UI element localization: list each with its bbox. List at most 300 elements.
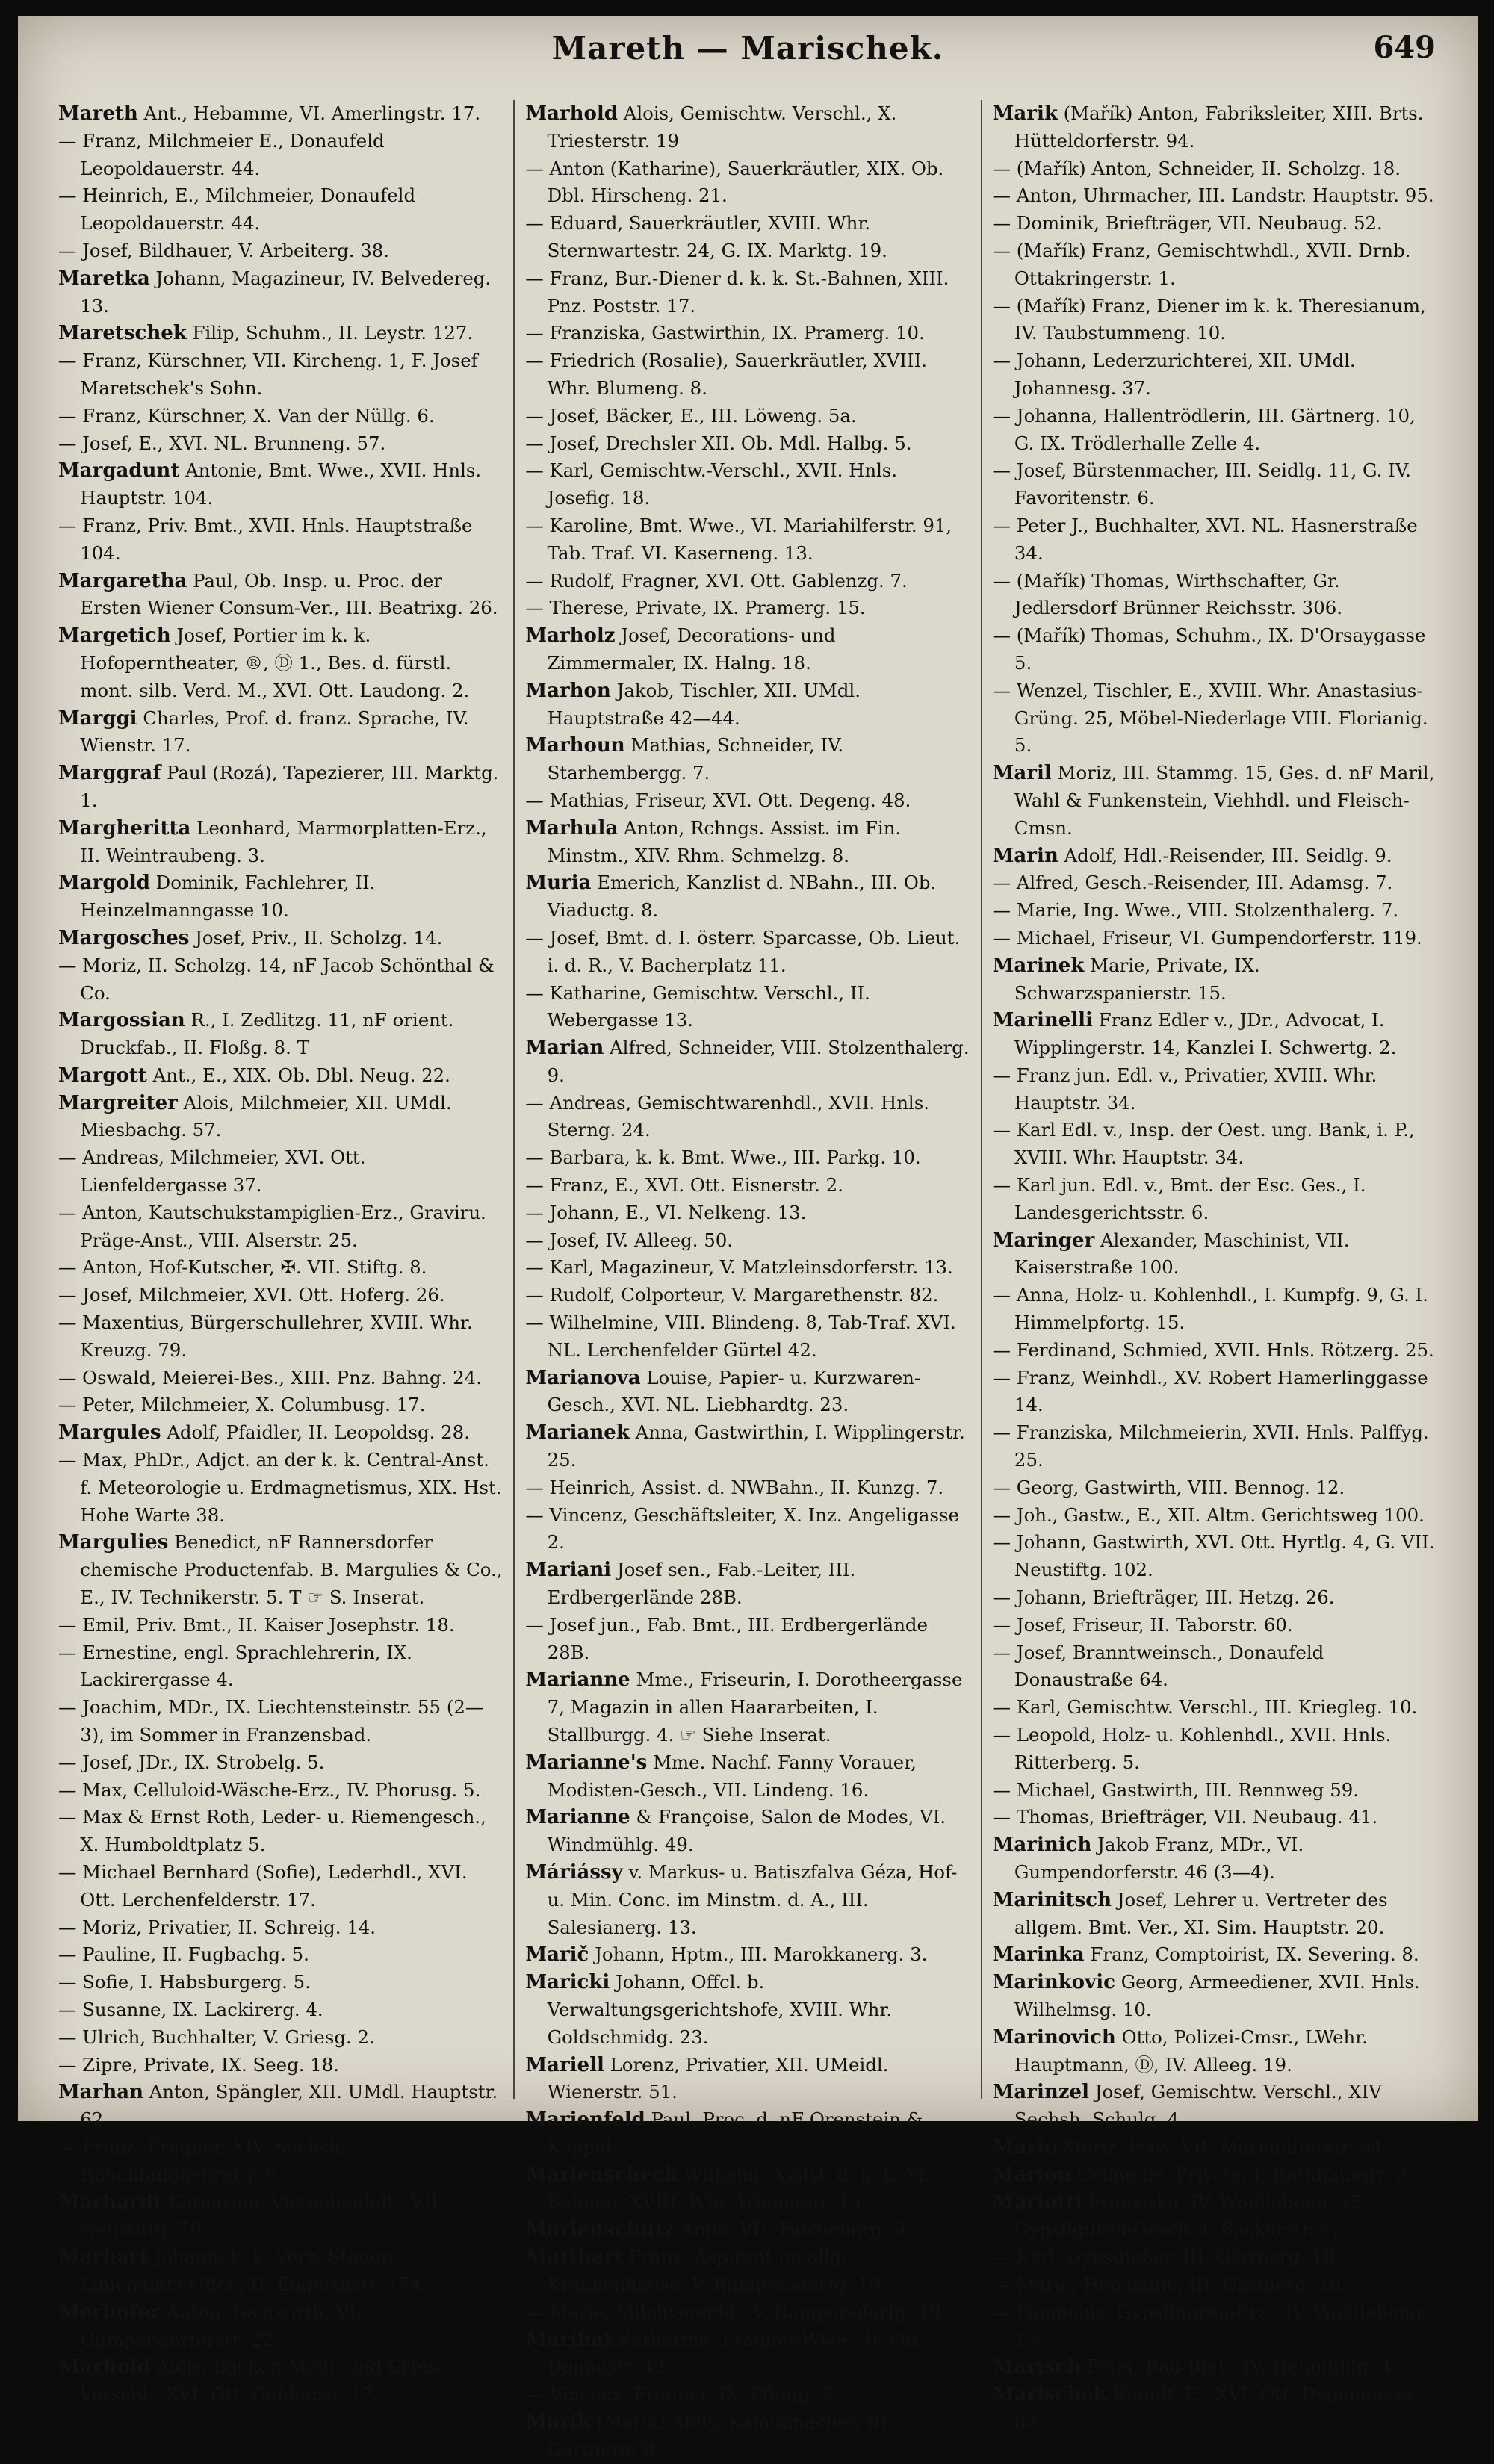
directory-entry xyxy=(58,403,503,430)
directory-entry xyxy=(993,1282,1437,1337)
directory-entry xyxy=(525,430,970,458)
entry-details: — Josef, Drechsler XII. Ob. Mdl. Halbg. 5. xyxy=(525,432,912,454)
directory-entry xyxy=(525,980,970,1035)
directory-entry xyxy=(993,1117,1437,1172)
directory-entry xyxy=(525,677,970,733)
entry-details: Anna, Gastwirthin, I. Wipplingerstr. 25. xyxy=(547,1421,965,1471)
entry-surname: Muria xyxy=(525,872,592,895)
entry-details: — Franz jun. Edl. v., Privatier, XVIII. Whr. Hauptstr. 34. xyxy=(992,1064,1377,1114)
directory-entry xyxy=(993,347,1437,403)
entry-surname: Marinek xyxy=(992,954,1085,977)
entry-details: — Rudolf, Fragner, XVI. Ott. Gablenzg. 7. xyxy=(525,569,908,592)
directory-entry xyxy=(58,100,503,128)
directory-entry xyxy=(58,1529,503,1611)
directory-entry xyxy=(58,1090,503,1145)
directory-page xyxy=(18,16,1478,2460)
entry-details: — Michael, Friseur, VI. Gumpendorferstr. 119. xyxy=(992,926,1422,949)
entry-details: — Georg, Gastwirth, VIII. Bennog. 12. xyxy=(992,1476,1345,1498)
entry-details: v. Markus- u. Batiszfalva Géza, Hof- u. Min. Conc. im Minstm. d. A., III. Salesianerg. 13. xyxy=(547,1861,958,1938)
directory-entry xyxy=(525,595,970,622)
entry-details: — Vincenz, Fragner, IX. Pflugg. 3. xyxy=(525,2383,839,2406)
entry-details: — Peter, Milchmeier, X. Columbusg. 17. xyxy=(58,1394,426,1416)
entry-details: Rudolf, E., XVI. Ott. Degengasse 82. xyxy=(1014,2383,1413,2433)
entry-details: (Mařík) Alois, Kammmacher, III. Gärtnerg. 8. xyxy=(547,2410,894,2460)
entry-details: — Franz, Kürschner, VII. Kircheng. 1, F. Josef Maretschek's Sohn. xyxy=(58,350,478,399)
directory-entry xyxy=(525,568,970,595)
entry-details: — Ulrich, Buchhalter, V. Griesg. 2. xyxy=(58,2026,375,2048)
directory-entry xyxy=(993,1502,1437,1530)
entry-surname: Marisch xyxy=(992,2356,1082,2379)
entry-details: — Sofie, I. Habsburgerg. 5. xyxy=(58,1971,311,1993)
directory-entry xyxy=(525,1200,970,1227)
entry-details: Alexander, Maschinist, VII. Kaiserstraße 100. xyxy=(1014,1229,1350,1279)
entry-surname: Maringer xyxy=(992,1229,1095,1252)
entry-surname: Marion xyxy=(992,2163,1072,2186)
directory-entry xyxy=(58,2353,503,2409)
entry-details: — (Mařík) Thomas, Wirthschafter, Gr. Jedlersdorf Brünner Reichsstr. 306. xyxy=(992,569,1343,619)
entry-details: Paul (Rozá), Tapezierer, III. Marktg. 1. xyxy=(80,762,499,811)
directory-entry xyxy=(525,2106,970,2162)
directory-entry xyxy=(993,238,1437,293)
directory-entry xyxy=(58,952,503,1008)
directory-entry xyxy=(525,2327,970,2382)
directory-entry xyxy=(58,512,503,568)
entry-details: Johann, Offcl. b. Verwaltungsgerichtshofe, XVIII. Whr. Goldschmidg. 23. xyxy=(547,1971,893,2048)
directory-entry xyxy=(993,1887,1437,1942)
directory-entry xyxy=(525,2409,970,2464)
directory-column-1 xyxy=(48,100,513,2406)
entry-details: — Anna, Holz- u. Kohlenhdl., I. Kumpfg. 9, G. I. Himmelpfortg. 15. xyxy=(992,1284,1428,1334)
directory-entry xyxy=(525,347,970,403)
entry-surname: Marischek xyxy=(992,2383,1107,2406)
directory-entry xyxy=(58,1365,503,1392)
entry-details: — Moriz, Privatier, II. Schreig. 14. xyxy=(58,1916,376,1938)
directory-entry xyxy=(993,1062,1437,1117)
entry-details: — Karl, Gemischtw.-Verschl., XVII. Hnls. Josefig. 18. xyxy=(525,459,898,509)
entry-details: — Karl, Gemischtw. Verschl., III. Kriegleg. 10. xyxy=(992,1696,1418,1719)
entry-details: Charles, Prof. d. franz. Sprache, IV. Wienstr. 17. xyxy=(80,707,469,757)
entry-details: Josef, Portier im k. k. Hofoperntheater, ®, Ⓓ 1., Bes. d. fürstl. mont. silb. Verd. M., XVI. Ott. Laudong. 2. xyxy=(80,624,470,701)
entry-details: — Anton, Hof-Kutscher, ✠. VII. Stiftg. 8. xyxy=(58,1256,427,1279)
entry-details: — Michael Bernhard (Sofie), Lederhdl., XVI. Ott. Lerchenfelderstr. 17. xyxy=(58,1861,468,1911)
directory-entry xyxy=(58,1282,503,1309)
directory-entry xyxy=(525,457,970,512)
entry-surname: Margetich xyxy=(58,624,171,648)
entry-surname: Margheritta xyxy=(58,816,191,840)
entry-details: Alfred, Schneider, VIII. Stolzenthalerg. 9. xyxy=(547,1037,970,1086)
entry-details: Franz Edler v., JDr., Advocat, I. Wipplingerstr. 14, Kanzlei I. Schwertg. 2. xyxy=(1014,1009,1397,1059)
entry-details: — Mathias, Friseur, XVI. Ott. Degeng. 48. xyxy=(525,789,911,811)
entry-details: Adolf, Hdl.-Reisender, III. Seidlg. 9. xyxy=(1058,844,1392,866)
entry-details: — Emil, Priv. Bmt., II. Kaiser Josephstr. 18. xyxy=(58,1613,455,1636)
directory-entry xyxy=(58,568,503,623)
entry-details: — (Mařík) Franz, Diener im k. k. Theresianum, IV. Taubstummeng. 10. xyxy=(992,294,1426,344)
entry-details: — Thomas, Briefträger, VII. Neubaug. 41. xyxy=(992,1806,1378,1828)
entry-surname: Marinitsch xyxy=(992,1888,1112,1911)
directory-entry xyxy=(993,100,1437,155)
directory-entry xyxy=(993,677,1437,760)
directory-entry xyxy=(525,1144,970,1172)
entry-details: Paul, Ob. Insp. u. Proc. der Ersten Wiener Consum-Ver., III. Beatrixg. 26. xyxy=(80,569,498,619)
entry-details: Josef, Lehrer u. Vertreter des allgem. Bmt. Ver., XI. Sim. Hauptstr. 20. xyxy=(1014,1888,1388,1938)
entry-details: Filip, Schuhm., II. Leystr. 127. xyxy=(186,322,474,344)
entry-details: Leonhard, Marmorplatten-Erz., II. Weintraubeng. 3. xyxy=(80,816,487,866)
entry-details: — Franz, Bur.-Diener d. k. k. St.-Bahnen, XIII. Pnz. Poststr. 17. xyxy=(525,267,949,317)
entry-details: — Franz, E., XVI. Ott. Eisnerstr. 2. xyxy=(525,1174,843,1197)
entry-details: Mme., Friseurin, I. Dorotheergasse 7, Magazin in allen Haararbeiten, I. Stallburgg. 4. ☞ Siehe Inserat. xyxy=(547,1669,963,1746)
directory-entry xyxy=(525,1941,970,1969)
entry-details: Johann, k. k. Verz.-Steuer-Linienamts-Offcl., II. Engerthstr. 174. xyxy=(80,2246,427,2295)
entry-details: — Friedrich (Rosalie), Sauerkräutler, XVIII. Whr. Blumeng. 8. xyxy=(525,350,928,399)
directory-entry xyxy=(993,925,1437,952)
entry-surname: Margott xyxy=(58,1064,147,1087)
entry-details: — Max & Ernst Roth, Leder- u. Riemengesch., X. Humboldtplatz 5. xyxy=(58,1806,486,1856)
entry-details: — Franz, Priv. Bmt., XVII. Hnls. Hauptstraße 104. xyxy=(58,514,473,564)
entry-details: Wilhelm, Assist. d. k. k. St.-Bahnen, XVIII. Whr. Wienerstr. 13. xyxy=(547,2163,937,2213)
directory-entry xyxy=(525,512,970,568)
directory-entry xyxy=(525,2244,970,2299)
directory-entry xyxy=(525,1969,970,2051)
directory-entry xyxy=(525,1090,970,1145)
directory-entry xyxy=(525,1804,970,1859)
entry-details: — (Mařík) Anton, Schneider, II. Scholzg. 18. xyxy=(992,157,1401,179)
entry-details: — Heinrich, Assist. d. NWBahn., II. Kunzg. 7. xyxy=(525,1476,944,1498)
entry-details: Franziska, IV. Wohllebeng. 15, Gypsfiguren-Gesch. I. Bäckerstr. 4. xyxy=(1014,2191,1369,2241)
entry-details: Peter, Bau-Bmt., IV. Heumühlg. 4. xyxy=(1081,2356,1398,2378)
directory-entry xyxy=(58,1639,503,1695)
entry-surname: Marinovich xyxy=(992,2026,1116,2049)
entry-details: — Marie, Hebamme, III. Gärtnerg. 18. xyxy=(992,2273,1348,2295)
directory-entry xyxy=(525,1227,970,1255)
entry-surname: Marianne xyxy=(525,1806,630,1829)
entry-surname: Marianne xyxy=(525,1669,630,1692)
entry-details: — Anton (Katharine), Sauerkräutler, XIX. Ob. Dbl. Hirscheng. 21. xyxy=(525,157,944,207)
entry-details: — Johann, E., VI. Nelkeng. 13. xyxy=(525,1201,807,1223)
directory-entry xyxy=(525,1282,970,1309)
entry-details: Ant., Hebamme, VI. Amerlingstr. 17. xyxy=(137,102,481,124)
entry-details: Alois, Gemischtw. Verschl., X. Triesterstr. 19 xyxy=(547,102,897,152)
entry-details: — Karl jun. Edl. v., Bmt. der Esc. Ges., I. Landesgerichtsstr. 6. xyxy=(992,1174,1366,1223)
directory-entry xyxy=(525,265,970,320)
directory-entry xyxy=(525,1474,970,1502)
directory-entry xyxy=(525,869,970,925)
entry-surname: Marinka xyxy=(992,1943,1085,1967)
entry-details: — Oswald, Meierei-Bes., XIII. Pnz. Bahng. 24. xyxy=(58,1366,482,1388)
entry-details: Louise, Papier- u. Kurzwaren-Gesch., XVI. NL. Liebhardtg. 23. xyxy=(547,1366,921,1416)
entry-details: — Rudolf, Colporteur, V. Margarethenstr. 82. xyxy=(525,1284,939,1306)
directory-entry xyxy=(58,2299,503,2354)
entry-details: — Michael, Gastwirth, III. Rennweg 59. xyxy=(992,1778,1360,1801)
entry-details: — Karoline, Bmt. Wwe., VI. Mariahilferstr. 91, Tab. Traf. VI. Kaserneng. 13. xyxy=(525,514,952,564)
entry-details: Dominik, Fachlehrer, II. Heinzelmanngasse 10. xyxy=(80,872,376,922)
entry-details: — Franz, Fragner, XIV. Sechsh. Rauchfangkehrerg. 6. xyxy=(58,2135,347,2185)
directory-entry xyxy=(993,1474,1437,1502)
directory-entry xyxy=(993,1172,1437,1227)
entry-details: Jakob Franz, MDr., VI. Gumpendorferstr. 46 (3—4). xyxy=(1014,1834,1304,1883)
entry-details: — Franziska, Milchmeierin, XVII. Hnls. Palffyg. 25. xyxy=(992,1421,1429,1471)
entry-surname: Marinich xyxy=(992,1834,1092,1857)
entry-surname: Marin xyxy=(992,844,1058,867)
entry-details: — Franz, Kürschner, X. Van der Nüllg. 6. xyxy=(58,404,435,426)
directory-entry xyxy=(58,238,503,265)
entry-surname: Margosches xyxy=(58,926,190,949)
entry-details: Josef, Priv., II. Scholzg. 14. xyxy=(189,926,443,949)
entry-surname: Marič xyxy=(525,1943,589,1967)
entry-details: Katharine, Fragner-Wwe., II. Ob. Donaustr. 43. xyxy=(547,2328,923,2378)
directory-entry xyxy=(58,925,503,952)
entry-details: — Marie, Milchverschl., V. Rampersdorfg. 19. xyxy=(525,2300,947,2323)
entry-surname: Margadunt xyxy=(58,459,180,482)
directory-entry xyxy=(58,705,503,760)
entry-surname: Maretka xyxy=(58,267,150,290)
directory-entry xyxy=(993,1694,1437,1722)
directory-entry xyxy=(58,1694,503,1749)
directory-entry xyxy=(525,320,970,347)
entry-details: Moriz, III. Stammg. 15, Ges. d. nF Maril, Wahl & Funkenstein, Viehhdl. und Fleisch-Cmsn. xyxy=(1014,762,1435,839)
directory-entry xyxy=(58,128,503,183)
directory-entry xyxy=(993,2134,1437,2162)
entry-details: — Josef, Milchmeier, XVI. Ott. Hoferg. 26. xyxy=(58,1284,445,1306)
entry-details: Ant., E., XIX. Ob. Dbl. Neug. 22. xyxy=(146,1064,450,1086)
directory-entry xyxy=(525,815,970,870)
entry-details: — Josef jun., Fab. Bmt., III. Erdbergerlände 28B. xyxy=(525,1613,928,1663)
directory-entry xyxy=(993,1804,1437,1831)
entry-details: — Zipre, Private, IX. Seeg. 18. xyxy=(58,2053,340,2076)
entry-surname: Maretschek xyxy=(58,322,187,345)
entry-surname: Marienscheck xyxy=(525,2163,678,2186)
directory-entry xyxy=(993,2353,1437,2381)
directory-entry xyxy=(525,925,970,980)
directory-entry xyxy=(993,1007,1437,1062)
page-header xyxy=(18,30,1478,82)
entry-surname: Marinkovic xyxy=(992,1971,1115,1994)
page-number: 649 xyxy=(1373,30,1436,65)
directory-entry xyxy=(58,760,503,815)
directory-entry xyxy=(58,1007,503,1062)
directory-entry xyxy=(58,1254,503,1282)
entry-surname: Marianne's xyxy=(525,1751,648,1774)
entry-details: Josef, Gemischtw. Verschl., XIV Sechsh. Schulg. 4. xyxy=(1014,2081,1382,2131)
directory-entry xyxy=(993,1337,1437,1365)
entry-surname: Marian xyxy=(525,1037,604,1060)
directory-entry xyxy=(993,155,1437,183)
directory-entry xyxy=(58,320,503,347)
directory-entry xyxy=(993,1969,1437,2024)
directory-entry xyxy=(993,622,1437,677)
entry-details: Celine de, Private, I. Rathhausstr. 2. xyxy=(1071,2163,1413,2185)
entry-surname: Merhofer xyxy=(58,2300,161,2324)
entry-details: — Dominik, Briefträger, VII. Neubaug. 52. xyxy=(992,212,1383,235)
directory-entry xyxy=(58,1612,503,1639)
entry-details: Johann, Magazineur, IV. Belvedereg. 13. xyxy=(80,267,492,317)
entry-details: Franz, Aspirant im allg. Krankenhause, V. Rampersdorfg. 19. xyxy=(547,2246,887,2295)
directory-entry xyxy=(525,1172,970,1200)
entry-details: — Josef, Bildhauer, V. Arbeiterg. 38. xyxy=(58,239,390,261)
entry-details: Marie, Private, IX. Schwarzspanierstr. 15. xyxy=(1014,954,1260,1004)
entry-details: — Andreas, Gemischtwarenhdl., XVII. Hnls. Sterng. 24. xyxy=(525,1091,930,1141)
directory-entry xyxy=(525,155,970,211)
entry-details: Mathias, Schneider, IV. Starhembergg. 7. xyxy=(547,734,844,784)
entry-details: — Josef, Bürstenmacher, III. Seidlg. 11, G. IV. Favoritenstr. 6. xyxy=(992,459,1411,509)
entry-details: — Peter J., Buchhalter, XVI. NL. Hasnerstraße 34. xyxy=(992,514,1418,564)
entry-details: — Eduard, Sauerkräutler, XVIII. Whr. Sternwartestr. 24, G. IX. Marktg. 19. xyxy=(525,212,887,261)
directory-entry xyxy=(525,1034,970,1090)
directory-entry xyxy=(58,1804,503,1859)
directory-entry xyxy=(58,815,503,870)
entry-details: — Heinrich, E., Milchmeier, Donaufeld Leopoldauerstr. 44. xyxy=(58,184,416,235)
directory-entry xyxy=(993,403,1437,458)
entry-details: Antonie, Bmt. Wwe., XVII. Hnls. Hauptstr. 104. xyxy=(80,459,482,509)
directory-entry xyxy=(58,1996,503,2024)
directory-entry xyxy=(993,1941,1437,1969)
directory-entry xyxy=(58,1309,503,1365)
directory-entry xyxy=(525,403,970,430)
entry-details: R., I. Zedlitzg. 11, nF orient. Druckfab., II. Floßg. 8. T xyxy=(80,1009,454,1059)
directory-entry xyxy=(58,1447,503,1529)
entry-details: — Josef, JDr., IX. Strobelg. 5. xyxy=(58,1751,325,1773)
directory-entry xyxy=(58,1941,503,1969)
directory-entry xyxy=(58,1419,503,1447)
directory-entry xyxy=(993,1612,1437,1639)
directory-entry xyxy=(58,2079,503,2134)
entry-details: — Wenzel, Tischler, E., XVIII. Whr. Anastasius-Grüng. 25, Möbel-Niederlage VIII. Florianig. 5. xyxy=(992,679,1428,757)
entry-details: — Ferdinand, Schmied, XVII. Hnls. Rötzerg. 25. xyxy=(992,1338,1434,1361)
entry-details: — Joachim, MDr., IX. Liechtensteinstr. 55 (2—3), im Sommer in Franzensbad. xyxy=(58,1696,484,1746)
entry-details: — Andreas, Milchmeier, XVI. Ott. Lienfeldergasse 37. xyxy=(58,1146,366,1197)
entry-details: — Moriz, II. Scholzg. 14, nF Jacob Schönthal & Co. xyxy=(58,954,495,1004)
entry-details: — Josef, E., XVI. NL. Brunneng. 57. xyxy=(58,432,386,454)
directory-entry xyxy=(993,1639,1437,1695)
directory-columns xyxy=(48,100,1448,2460)
directory-entry xyxy=(58,2189,503,2244)
directory-entry xyxy=(58,1777,503,1804)
entry-details: — Therese, Private, IX. Pramerg. 15. xyxy=(525,597,866,619)
entry-details: Anton, Rchngs. Assist. im Fin. Minstm., XIV. Rhm. Schmelzg. 8. xyxy=(547,816,902,866)
entry-details: — Karl, Magazineur, V. Matzleinsdorferstr. 13. xyxy=(525,1256,953,1279)
directory-column-3 xyxy=(981,100,1448,2433)
entry-details: — Pauline, II. Fugbachg. 5. xyxy=(58,1943,309,1966)
entry-surname: Marihat xyxy=(525,2328,613,2351)
entry-details: — (Mařík) Thomas, Schuhm., IX. D'Orsaygasse 5. xyxy=(992,624,1426,674)
entry-details: — Johanna, Hallentrödlerin, III. Gärtnerg. 10, G. IX. Trödlerhalle Zelle 4. xyxy=(992,404,1416,454)
entry-surname: Marhula xyxy=(525,816,619,840)
directory-entry xyxy=(525,1502,970,1557)
entry-details: — Johann, Lederzurichterei, XII. UMdl. Johannesg. 37. xyxy=(992,350,1356,399)
entry-details: — Franziska, Gastwirthin, IX. Pramerg. 10. xyxy=(525,322,925,344)
entry-surname: Marholz xyxy=(525,624,616,648)
directory-entry xyxy=(993,1227,1437,1282)
directory-entry xyxy=(58,1914,503,1942)
directory-entry xyxy=(993,2162,1437,2189)
entry-details: — Franz, Milchmeier E., Donaufeld Leopoldauerstr. 44. xyxy=(58,129,385,179)
entry-details: — Max, PhDr., Adjct. an der k. k. Central-Anst. f. Meteorologie u. Erdmagnetismus, XIX. Hst. Hohe Warte 38. xyxy=(58,1449,502,1526)
directory-entry xyxy=(58,265,503,320)
directory-entry xyxy=(993,1722,1437,1777)
directory-entry xyxy=(993,2244,1437,2271)
directory-entry xyxy=(993,2024,1437,2079)
entry-surname: Marinzel xyxy=(992,2081,1089,2104)
entry-surname: Mario xyxy=(992,2135,1058,2159)
entry-surname: Marhon xyxy=(525,679,611,702)
directory-entry xyxy=(993,869,1437,897)
entry-details: — (Mařík) Franz, Gemischtwhdl., XVII. Drnb. Ottakringerstr. 1. xyxy=(992,239,1411,289)
entry-surname: Marggraf xyxy=(58,762,161,785)
entry-surname: Margold xyxy=(58,872,150,895)
entry-details: — Pompejus, Gypsfiguren-Erz., IV. Wohllebeng. 15. xyxy=(992,2300,1428,2350)
directory-entry xyxy=(58,1200,503,1255)
directory-entry xyxy=(525,1859,970,1941)
directory-entry xyxy=(58,182,503,238)
entry-details: Lorenz, Privatier, XII. UMeidl. Wienerstr. 51. xyxy=(547,2053,889,2103)
entry-details: & Françoise, Salon de Modes, VI. Windmühlg. 49. xyxy=(547,1806,946,1856)
directory-entry xyxy=(525,1365,970,1420)
entry-details: — Marie, Ing. Wwe., VIII. Stolzenthalerg. 7. xyxy=(992,899,1399,922)
entry-surname: Margulies xyxy=(58,1531,169,1554)
directory-entry xyxy=(993,210,1437,238)
directory-entry xyxy=(993,2381,1437,2436)
entry-surname: Margreiter xyxy=(58,1091,178,1114)
directory-entry xyxy=(993,760,1437,842)
directory-entry xyxy=(525,1557,970,1612)
entry-details: Otto, Polizei-Cmsr., LWehr. Hauptmann, Ⓓ, IV. Alleeg. 19. xyxy=(1014,2026,1368,2076)
entry-surname: Marhan xyxy=(58,2081,143,2104)
entry-surname: Maril xyxy=(992,762,1052,785)
entry-details: — Susanne, IX. Lackirerg. 4. xyxy=(58,1998,323,2020)
directory-entry xyxy=(993,1831,1437,1887)
directory-entry xyxy=(993,842,1437,870)
directory-entry xyxy=(58,1391,503,1419)
entry-details: Anna, VII. Faßzieherg. 9. xyxy=(675,2218,911,2241)
directory-entry xyxy=(525,1612,970,1667)
entry-details: — Leopold, Holz- u. Kohlenhdl., XVII. Hnls. Ritterberg. 5. xyxy=(992,1724,1392,1773)
entry-details: Anton, Gastwirth, VI. Gumpendorferstr. 22. xyxy=(80,2300,362,2350)
entry-surname: Marik xyxy=(992,102,1058,125)
entry-details: — Karl, Gypsgießer, III. Gärtnerg. 18. xyxy=(992,2246,1341,2268)
directory-column-2 xyxy=(513,100,980,2460)
entry-details: — Vincenz, Geschäftsleiter, X. Inz. Angeligasse 2. xyxy=(525,1503,959,1554)
entry-details: Josef, Decorations- und Zimmermaler, IX. Halng. 18. xyxy=(547,624,836,674)
entry-surname: Mariell xyxy=(525,2053,604,2076)
entry-surname: Margossian xyxy=(58,1009,185,1032)
directory-entry xyxy=(993,897,1437,925)
entry-surname: Marggi xyxy=(58,707,137,730)
directory-entry xyxy=(58,1749,503,1777)
directory-entry xyxy=(525,622,970,677)
directory-entry xyxy=(58,457,503,512)
entry-details: — Josef, IV. Alleeg. 50. xyxy=(525,1229,734,1251)
running-head: Mareth — Marischek. xyxy=(551,30,944,66)
entry-surname: Marhold xyxy=(58,2356,151,2379)
directory-entry xyxy=(525,100,970,155)
entry-details: — Barbara, k. k. Bmt. Wwe., III. Parkg. 10. xyxy=(525,1146,921,1169)
entry-surname: Marhold xyxy=(525,102,618,125)
directory-entry xyxy=(993,293,1437,348)
directory-entry xyxy=(993,2271,1437,2299)
entry-details: Katharine, Victualienhdl., VII. Neustiftg. 70. xyxy=(80,2191,444,2241)
entry-details: — Franz, Weinhdl., XV. Robert Hamerlinggasse 14. xyxy=(992,1366,1428,1416)
entry-details: Anton, Spängler, XII. UMdl. Hauptstr. 62. xyxy=(80,2081,498,2131)
entry-details: — Anton, Uhrmacher, III. Landstr. Hauptstr. 95. xyxy=(992,184,1434,207)
entry-surname: Margaretha xyxy=(58,569,187,592)
entry-details: Emerich, Kanzlist d. NBahn., III. Ob. Viaductg. 8. xyxy=(547,872,937,922)
directory-entry xyxy=(993,1365,1437,1420)
entry-surname: Mariotti xyxy=(992,2191,1083,2214)
directory-entry xyxy=(993,2299,1437,2354)
entry-details: Paul, Proc. d. nF Orenstein & Koppel. xyxy=(547,2108,923,2158)
entry-surname: Mareth xyxy=(58,102,138,125)
entry-details: — Katharine, Gemischtw. Verschl., II. Webergasse 13. xyxy=(525,981,870,1031)
entry-details: — Josef, Bäcker, E., III. Löweng. 5a. xyxy=(525,404,857,426)
